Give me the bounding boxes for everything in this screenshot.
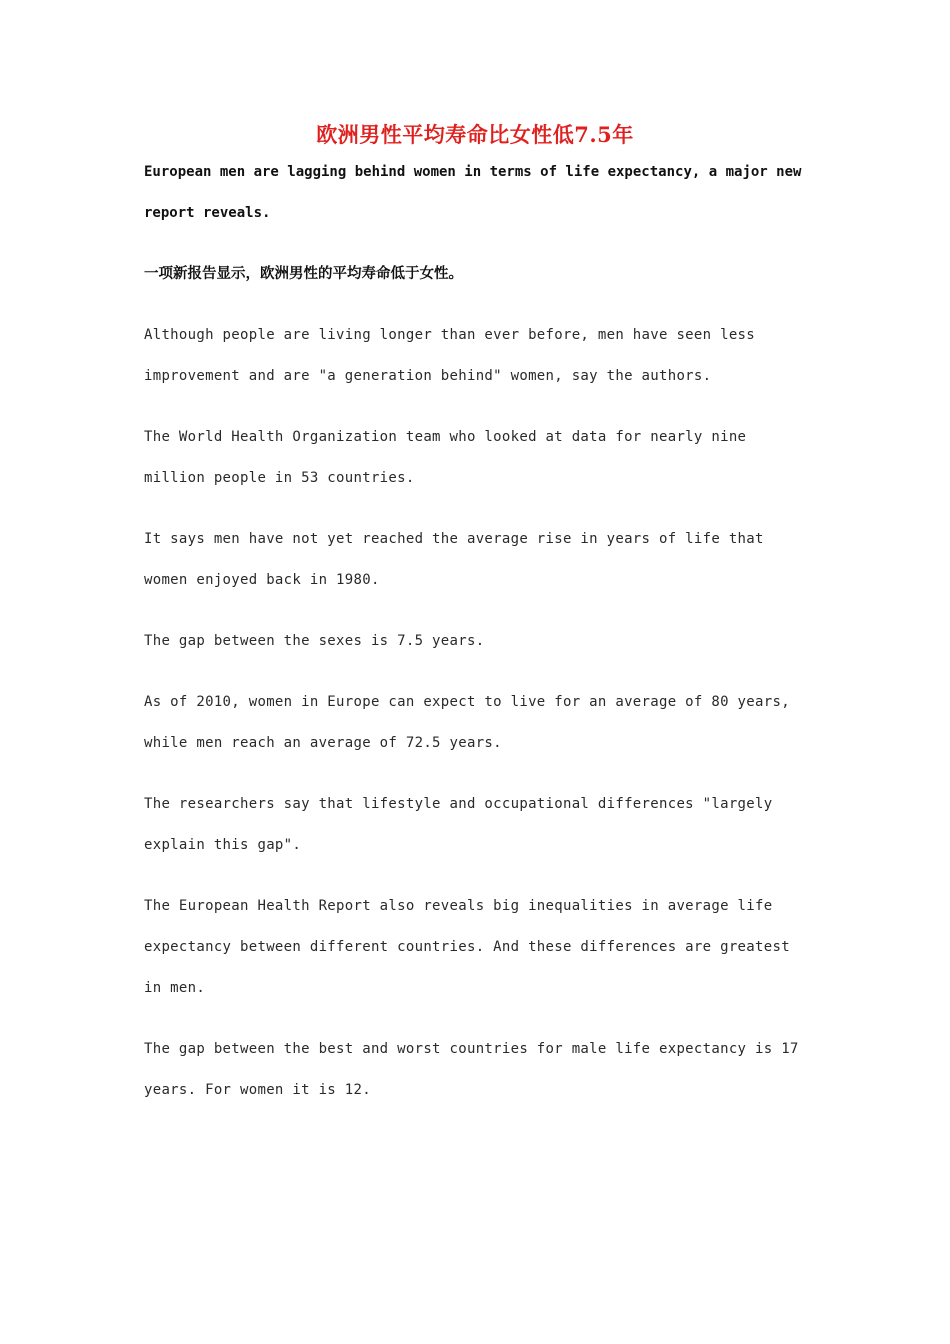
document-body [144,118,806,1131]
body-paragraph: Although people are living longer than ever before, men have seen less improvement and are "a generation behind" women, say the authors. [144,327,756,384]
document-title: 欧洲男性平均寿命比女性低7.5年 [316,122,634,147]
body-paragraph: As of 2010, women in Europe can expect to live for an average of 80 years, while men reach an average of 72.5 years. [144,694,790,751]
lead-paragraph-cn: 一项新报告显示，欧洲男性的平均寿命低于女性。 [144,266,463,282]
body-paragraph: The World Health Organization team who looked at data for nearly nine million people in 53 countries. [144,429,747,486]
body-paragraph: The gap between the sexes is 7.5 years. [144,633,485,649]
body-paragraph: The researchers say that lifestyle and occupational differences "largely explain this gap". [144,796,773,853]
lead-paragraph-en: European men are lagging behind women in terms of life expectancy, a major new report reveals. [144,164,802,221]
body-paragraph: The gap between the best and worst countries for male life expectancy is 17 years. For women it is 12. [144,1041,799,1098]
body-paragraph: The European Health Report also reveals big inequalities in average life expectancy between different countries. And these differences are greatest in men. [144,898,790,996]
body-paragraph: It says men have not yet reached the average rise in years of life that women enjoyed back in 1980. [144,531,764,588]
